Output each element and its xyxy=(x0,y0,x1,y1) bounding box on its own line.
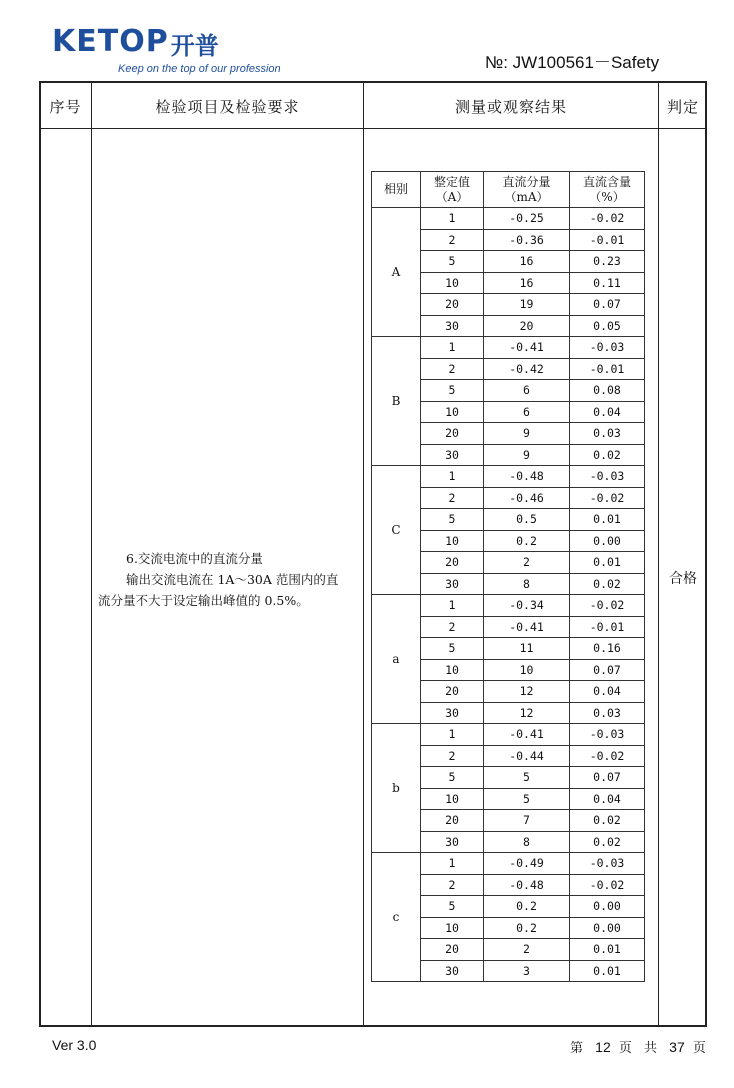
dc-content-cell: 0.02 xyxy=(570,573,645,595)
th-dc-component: 直流分量 （mA） xyxy=(484,172,570,208)
setting-cell: 30 xyxy=(421,315,484,337)
dc-content-cell: -0.01 xyxy=(570,358,645,380)
company-logo xyxy=(52,26,219,61)
setting-cell: 10 xyxy=(421,530,484,552)
dc-component-cell: -0.41 xyxy=(484,337,570,359)
setting-cell: 1 xyxy=(421,724,484,746)
setting-cell: 2 xyxy=(421,358,484,380)
setting-cell: 30 xyxy=(421,960,484,982)
setting-cell: 2 xyxy=(421,487,484,509)
page-total: 37 xyxy=(669,1039,685,1055)
page-suffix: 页 xyxy=(692,1041,710,1056)
table-row xyxy=(372,724,645,746)
dc-content-cell: 0.02 xyxy=(570,444,645,466)
dc-content-cell: -0.03 xyxy=(570,853,645,875)
dc-component-table xyxy=(371,171,645,982)
dc-content-cell: -0.02 xyxy=(570,208,645,230)
dc-component-cell: 0.2 xyxy=(484,917,570,939)
table-header-row xyxy=(372,172,645,208)
th-setting: 整定值 （A） xyxy=(421,172,484,208)
dc-component-cell: 0.5 xyxy=(484,509,570,531)
dc-content-cell: 0.05 xyxy=(570,315,645,337)
dc-component-cell: 6 xyxy=(484,380,570,402)
dc-component-cell: 6 xyxy=(484,401,570,423)
dc-component-cell: -0.44 xyxy=(484,745,570,767)
logo-chinese-text: 开普 xyxy=(170,32,219,60)
dc-content-cell: -0.02 xyxy=(570,595,645,617)
dc-component-cell: 2 xyxy=(484,939,570,961)
th-phase: 相别 xyxy=(372,172,421,208)
dc-component-cell: 3 xyxy=(484,960,570,982)
dc-content-cell: 0.07 xyxy=(570,659,645,681)
dc-component-cell: 12 xyxy=(484,702,570,724)
setting-cell: 10 xyxy=(421,917,484,939)
table-row xyxy=(372,208,645,230)
table-row xyxy=(372,337,645,359)
dc-content-cell: 0.04 xyxy=(570,401,645,423)
requirement-text xyxy=(98,548,360,611)
dc-content-cell: 0.07 xyxy=(570,767,645,789)
dc-content-cell: 0.03 xyxy=(570,423,645,445)
setting-cell: 2 xyxy=(421,616,484,638)
setting-cell: 20 xyxy=(421,423,484,445)
dc-component-cell: 2 xyxy=(484,552,570,574)
setting-cell: 1 xyxy=(421,853,484,875)
phase-cell: b xyxy=(372,724,421,853)
dc-content-cell: 0.00 xyxy=(570,896,645,918)
header-result: 测量或观察结果 xyxy=(454,97,567,116)
dc-component-cell: -0.34 xyxy=(484,595,570,617)
dc-component-cell: -0.48 xyxy=(484,874,570,896)
phase-cell: B xyxy=(372,337,421,466)
dc-content-cell: 0.02 xyxy=(570,831,645,853)
dc-content-cell: 0.11 xyxy=(570,272,645,294)
dc-component-cell: 5 xyxy=(484,767,570,789)
column-divider xyxy=(91,81,92,1027)
company-slogan: Keep on the top of our profession xyxy=(118,63,281,75)
page-current: 12 xyxy=(595,1039,611,1055)
dc-component-cell: 12 xyxy=(484,681,570,703)
dc-component-cell: -0.49 xyxy=(484,853,570,875)
phase-cell: A xyxy=(372,208,421,337)
page-indicator xyxy=(570,1037,710,1056)
dc-component-cell: -0.48 xyxy=(484,466,570,488)
dc-content-cell: 0.01 xyxy=(570,509,645,531)
table-row xyxy=(372,466,645,488)
dc-component-cell: 19 xyxy=(484,294,570,316)
setting-cell: 5 xyxy=(421,638,484,660)
document-number: №: JW100561－Safety xyxy=(485,53,660,72)
page-prefix: 第 xyxy=(570,1041,588,1056)
setting-cell: 30 xyxy=(421,444,484,466)
dc-component-cell: -0.36 xyxy=(484,229,570,251)
dc-component-cell: 9 xyxy=(484,444,570,466)
dc-content-cell: -0.03 xyxy=(570,466,645,488)
dc-component-cell: -0.41 xyxy=(484,724,570,746)
dc-component-cell: 0.2 xyxy=(484,896,570,918)
dc-component-cell: -0.25 xyxy=(484,208,570,230)
column-divider xyxy=(658,81,659,1027)
setting-cell: 2 xyxy=(421,745,484,767)
header-seq: 序号 xyxy=(49,97,82,116)
setting-cell: 20 xyxy=(421,294,484,316)
dc-content-cell: 0.08 xyxy=(570,380,645,402)
requirement-line-2: 流分量不大于设定输出峰值的 0.5%。 xyxy=(98,593,309,608)
phase-cell: a xyxy=(372,595,421,724)
setting-cell: 10 xyxy=(421,659,484,681)
setting-cell: 5 xyxy=(421,251,484,273)
dc-component-cell: 16 xyxy=(484,272,570,294)
dc-content-cell: 0.16 xyxy=(570,638,645,660)
setting-cell: 20 xyxy=(421,681,484,703)
dc-content-cell: 0.01 xyxy=(570,939,645,961)
dc-component-cell: 5 xyxy=(484,788,570,810)
dc-content-cell: 0.04 xyxy=(570,788,645,810)
setting-cell: 10 xyxy=(421,401,484,423)
setting-cell: 5 xyxy=(421,380,484,402)
dc-component-cell: -0.46 xyxy=(484,487,570,509)
table-row xyxy=(372,595,645,617)
dc-component-cell: -0.41 xyxy=(484,616,570,638)
dc-component-cell: 8 xyxy=(484,831,570,853)
dc-content-cell: 0.03 xyxy=(570,702,645,724)
setting-cell: 5 xyxy=(421,767,484,789)
setting-cell: 10 xyxy=(421,272,484,294)
logo-text: KETOP xyxy=(52,24,169,59)
phase-cell: c xyxy=(372,853,421,982)
dc-component-cell: -0.42 xyxy=(484,358,570,380)
setting-cell: 10 xyxy=(421,788,484,810)
dc-content-cell: -0.03 xyxy=(570,337,645,359)
table-row xyxy=(372,853,645,875)
dc-component-cell: 20 xyxy=(484,315,570,337)
dc-content-cell: 0.01 xyxy=(570,960,645,982)
dc-component-cell: 0.2 xyxy=(484,530,570,552)
page-mid: 页 共 xyxy=(618,1041,662,1056)
dc-content-cell: -0.02 xyxy=(570,745,645,767)
setting-cell: 30 xyxy=(421,831,484,853)
setting-cell: 5 xyxy=(421,509,484,531)
th-dc-content: 直流含量 （%） xyxy=(570,172,645,208)
setting-cell: 20 xyxy=(421,810,484,832)
header-item: 检验项目及检验要求 xyxy=(155,97,300,116)
dc-content-cell: 0.02 xyxy=(570,810,645,832)
dc-component-cell: 16 xyxy=(484,251,570,273)
setting-cell: 2 xyxy=(421,229,484,251)
header-verdict: 判定 xyxy=(666,97,699,116)
dc-content-cell: -0.01 xyxy=(570,229,645,251)
setting-cell: 20 xyxy=(421,552,484,574)
dc-content-cell: -0.02 xyxy=(570,874,645,896)
setting-cell: 20 xyxy=(421,939,484,961)
setting-cell: 30 xyxy=(421,573,484,595)
dc-component-cell: 11 xyxy=(484,638,570,660)
dc-content-cell: -0.02 xyxy=(570,487,645,509)
setting-cell: 1 xyxy=(421,208,484,230)
setting-cell: 5 xyxy=(421,896,484,918)
dc-content-cell: 0.01 xyxy=(570,552,645,574)
dc-content-cell: 0.04 xyxy=(570,681,645,703)
dc-component-cell: 9 xyxy=(484,423,570,445)
requirement-title: 6.交流电流中的直流分量 xyxy=(126,551,263,566)
dc-content-cell: 0.07 xyxy=(570,294,645,316)
phase-cell: C xyxy=(372,466,421,595)
setting-cell: 2 xyxy=(421,874,484,896)
dc-content-cell: 0.23 xyxy=(570,251,645,273)
dc-component-cell: 8 xyxy=(484,573,570,595)
dc-content-cell: -0.01 xyxy=(570,616,645,638)
dc-content-cell: 0.00 xyxy=(570,917,645,939)
setting-cell: 1 xyxy=(421,595,484,617)
setting-cell: 1 xyxy=(421,466,484,488)
version-label: Ver 3.0 xyxy=(52,1037,97,1053)
column-divider xyxy=(363,81,364,1027)
setting-cell: 1 xyxy=(421,337,484,359)
dc-content-cell: -0.03 xyxy=(570,724,645,746)
dc-content-cell: 0.00 xyxy=(570,530,645,552)
verdict-value: 合格 xyxy=(669,571,697,587)
requirement-line-1: 输出交流电流在 1A～30A 范围内的直 xyxy=(126,572,339,587)
setting-cell: 30 xyxy=(421,702,484,724)
dc-component-cell: 10 xyxy=(484,659,570,681)
dc-component-cell: 7 xyxy=(484,810,570,832)
